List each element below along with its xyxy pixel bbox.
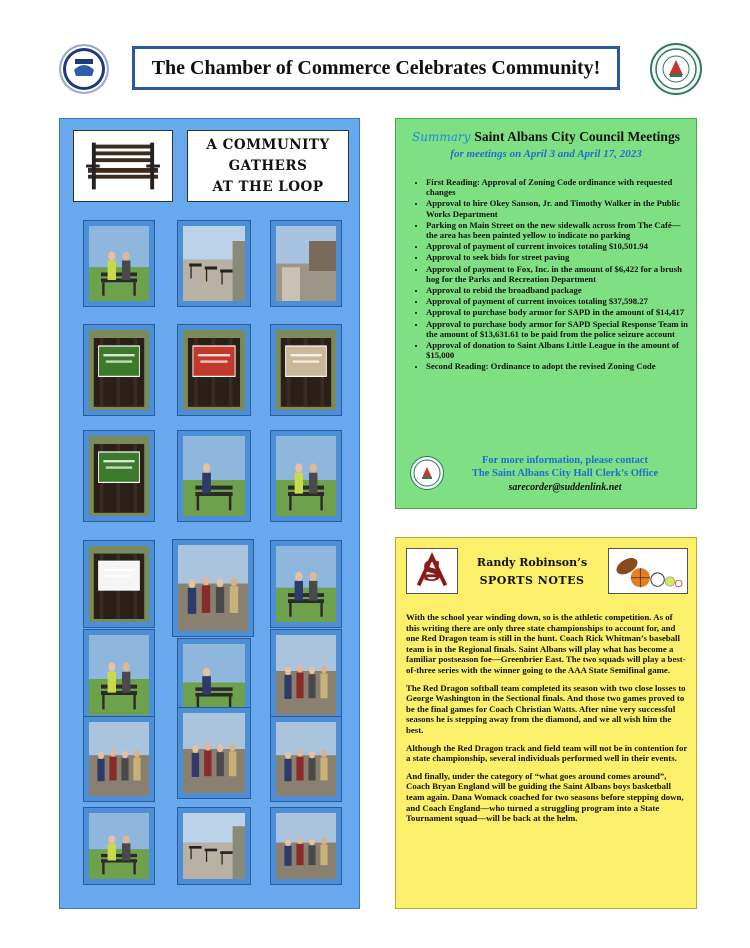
sports-balls-icon: [608, 548, 688, 594]
council-item: • Parking on Main Street on the new sidewalk across from The Café—the area has been painted yellow to indicate no parking: [426, 220, 690, 240]
council-item: • Approval of payment of current invoices totaling $37,598.27: [426, 296, 690, 306]
saint-albans-sa-logo-icon: [406, 548, 458, 594]
council-item: • Approval to purchase body armor for SAPD in the amount of $14,417: [426, 307, 690, 317]
gather-line-3: AT THE LOOP: [212, 178, 324, 195]
photo-image: [183, 644, 245, 714]
photo-image: [89, 226, 149, 301]
council-item: • First Reading: Approval of Zoning Code ordinance with requested changes: [426, 177, 690, 197]
photo-group-on-bench: [270, 540, 342, 628]
gather-line-2: GATHERS: [228, 157, 308, 174]
sports-paragraph-1: With the school year winding down, so is the athletic competition. As of this writing there are only three state championships to account for, and one Red Dragon team is still in the hunt. Coach Rick Whitman’s baseball team is in the Regional finals. Saint Albans will play what has become a familiar postseason foe—Greenbrier East. The two squads will play a best-of-three series with the winner going to the AAA State Semifinal game.: [406, 612, 686, 675]
council-title: Saint Albans City Council Meetings: [474, 129, 680, 144]
photo-man-near-bench: [177, 430, 251, 522]
contact-line-2: The Saint Albans City Hall Clerk’s Office: [471, 468, 659, 479]
bench-icon: [73, 130, 173, 202]
photo-image: [89, 722, 149, 796]
photo-image: [183, 436, 245, 516]
photo-row-of-benches: [177, 220, 251, 307]
council-item: • Approval to rebid the broadband package: [426, 285, 690, 295]
photo-image: [276, 330, 336, 410]
council-item: • Second Reading: Ordinance to adopt the revised Zoning Code: [426, 361, 690, 371]
summary-word: Summary: [412, 130, 471, 144]
council-item: • Approval to purchase body armor for SAPD Special Response Team in the amount of $13,631.61 to be paid from the police seizure account: [426, 319, 690, 339]
council-heading: [396, 128, 696, 146]
sports-title-line-1: Randy Robinson’s: [476, 556, 588, 569]
photo-people-garden: [270, 716, 342, 802]
council-item: • Approval to seek bids for street paving: [426, 252, 690, 262]
photo-plaque-flowers: [83, 430, 155, 522]
photo-family-group: [83, 716, 155, 802]
photo-plaque-photo: [270, 324, 342, 416]
photo-plaque-eddie-bassitt: [83, 540, 155, 628]
photo-image: [276, 722, 336, 796]
st-albans-seal-icon: [59, 44, 109, 94]
photo-crowd-walkway: [172, 539, 254, 637]
photo-group-at-loop: [270, 807, 342, 885]
photo-image: [89, 635, 149, 715]
photo-large-group: [177, 707, 251, 799]
contact-email-link[interactable]: sarecorder@suddenlink.net: [508, 482, 622, 493]
community-photo-panel: [59, 118, 360, 909]
sports-notes-box: [395, 537, 697, 909]
photo-image: [89, 546, 149, 622]
sports-paragraph-2: The Red Dragon softball team completed its season with two close losses to George Washington in the Sectional finals. And those two games proved to be the final games for Coach Christian Watts. After nine very successful seasons he is stepping away from the diamond, and we all wish him the best.: [406, 682, 686, 735]
city-seal-icon: [650, 43, 702, 95]
photo-image: [89, 436, 149, 516]
photo-image: [276, 546, 336, 622]
photo-image: [89, 330, 149, 410]
photo-image: [183, 813, 245, 879]
photo-image: [178, 545, 248, 631]
sports-article: [406, 612, 688, 831]
photo-people-at-bench: [83, 220, 155, 307]
photo-group-standing: [270, 629, 342, 721]
gather-heading: [187, 130, 349, 202]
header-banner: [132, 46, 620, 90]
photo-plaque-highlands-presbyterian: [83, 324, 155, 416]
photo-image: [183, 226, 245, 301]
council-item: • Approval of payment to Fox, Inc. in the amount of $6,422 for a brush hog for the Parks and Recreation Department: [426, 264, 690, 284]
photo-couple-bench: [83, 629, 155, 721]
photo-image: [89, 813, 149, 879]
photo-image: [183, 330, 245, 410]
sports-paragraph-3: Although the Red Dragon track and field team will not be in contention for a state championship, several individuals performed well in their events.: [406, 742, 688, 764]
council-summary-box: [395, 118, 697, 509]
sports-title-line-2: SPORTS NOTES: [479, 574, 585, 587]
photo-image: [183, 713, 245, 793]
photo-two-men-on-bench: [270, 430, 342, 522]
photo-bench-closeup: [177, 807, 251, 885]
photo-plaque-red: [177, 324, 251, 416]
city-hall-seal-icon: [410, 456, 444, 490]
council-item: • Approval to hire Okey Sanson, Jr. and Timothy Walker in the Public Works Department: [426, 198, 690, 218]
gather-line-1: A COMMUNITY: [206, 136, 330, 153]
svg-text:S: S: [422, 556, 442, 588]
photo-image: [276, 635, 336, 715]
photo-couple-brick-wall: [83, 807, 155, 885]
sports-paragraph-4: And finally, under the category of “what goes around comes around”, Coach Bryan England will be guiding the Saint Albans boys basketball team again. Dana Womack coached for two seasons before stepping down, and Coach England—who turned a struggling program into a State Tournament squad—will be back at the helm.: [406, 770, 684, 824]
council-subtitle: for meetings on April 3 and April 17, 2023: [450, 148, 642, 160]
sports-title: [462, 548, 602, 594]
council-items-list: [406, 177, 690, 373]
council-item: • Approval of donation to Saint Albans Little League in the amount of $15,000: [426, 340, 690, 360]
contact-line-1: For more information, please contact: [481, 455, 649, 466]
contact-block: [410, 455, 690, 503]
photo-sidewalk-street: [270, 220, 342, 307]
council-item: • Approval of payment of current invoices totaling $10,501.94: [426, 241, 690, 251]
page-title: The Chamber of Commerce Celebrates Community!: [151, 56, 601, 79]
photo-image: [276, 436, 336, 516]
photo-image: [276, 813, 336, 879]
photo-image: [276, 226, 336, 301]
